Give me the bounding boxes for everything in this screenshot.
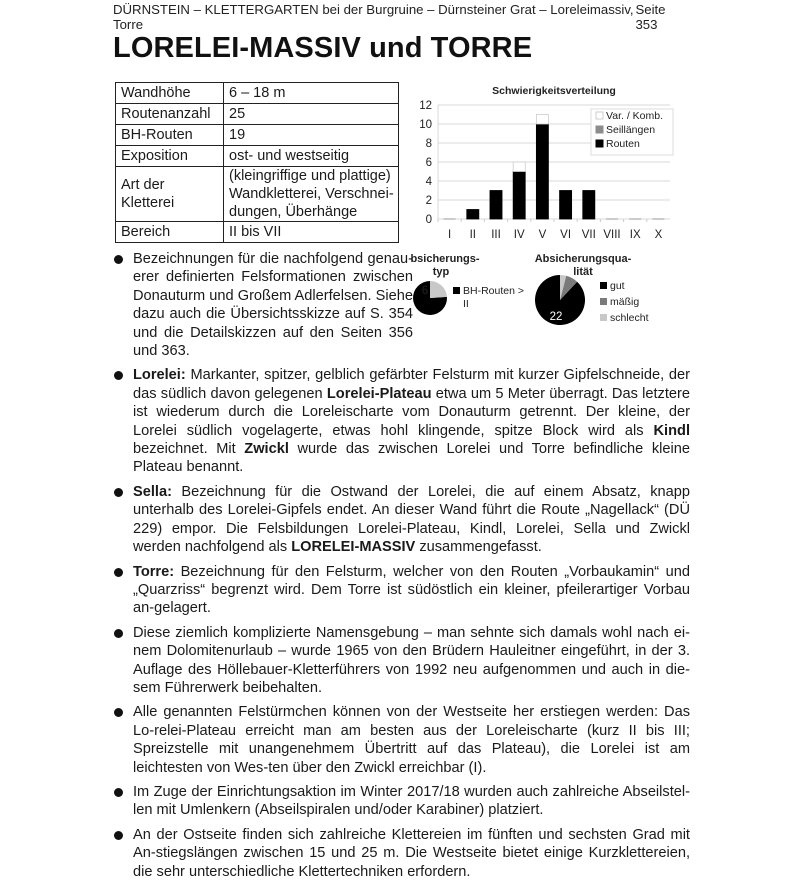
x-tick-label: II: [469, 229, 476, 241]
bullet-item: [113, 783, 690, 820]
x-tick-label: I: [447, 229, 452, 241]
bullet-text: Markanter, spitzer, gelblich gefärbter Felsturm mit kurzer Gipfelschneide, der das südlich davon gelegenen: [133, 367, 690, 402]
bullet-item: [113, 483, 690, 557]
y-tick-label: 2: [425, 195, 432, 207]
legend-label: Routen: [606, 138, 640, 150]
bullet-dot-icon: [114, 831, 123, 840]
bullet-text: Bezeichnungen für die nachfolgend genau-erer definierten Felsformationen zwischen Donauturm und Großem Adlerfelsen. Siehe dazu auch die Übersichtsskizze auf S. 354 und die Detailskizzen auf den Seiten 356 und 363.: [133, 251, 413, 360]
chart-legend: [591, 109, 673, 155]
fact-value: 6 – 18 m: [224, 83, 399, 104]
fact-key: BH-Routen: [116, 125, 224, 146]
bar-routen: [490, 191, 502, 220]
bold-term: Sella:: [133, 483, 172, 500]
bullet-text: etwa um 5 Meter überragt. Das letztere ist wiederum durch die Loreleischarte vom Donauturm getrennt. Der kleine, der Lorelei südlich vogelagerte, etwas hohl klingende, spitze Block wird als: [133, 385, 690, 439]
bullet-dot-icon: [114, 629, 123, 638]
pie-value-label: 22: [549, 311, 563, 323]
y-tick-label: 10: [419, 119, 432, 131]
facts-table: [115, 82, 399, 243]
x-tick-label: VI: [560, 229, 572, 241]
fact-value: (kleingriffige und plattige) Wandkletterei, Verschnei-dungen, Überhänge: [224, 167, 399, 222]
bullet-text: Diese ziemlich komplizierte Namensgebung – man sehnte sich damals wohl nach ei-nem Dolomitenurlaub – wurde 1965 von den Brüdern Hauleitner eingeführt, in der 3. Auflage des Höllebauer-Kletterführers von 1992 neu aufgenommen und auch in die-sem Führerwerk beibehalten.: [133, 624, 690, 696]
bullet-item: [113, 563, 690, 618]
bullet-item: [113, 826, 690, 881]
legend-label: II: [463, 298, 469, 310]
chart-title: Schwierigkeitsverteilung: [492, 85, 616, 97]
bullet-text: wurde das zwischen Lorelei und Torre befindliche kleine Plateau benannt.: [133, 441, 690, 476]
legend-label: Seillängen: [606, 124, 656, 136]
difficulty-chart-svg: [405, 80, 690, 245]
legend-label: schlecht: [610, 312, 649, 324]
fact-value: 19: [224, 125, 399, 146]
running-header: [113, 2, 688, 32]
bar-var-komb-: [513, 162, 525, 172]
x-tick-label: III: [491, 229, 501, 241]
pie-title: lität: [573, 266, 593, 278]
table-row: [116, 125, 399, 146]
fact-value: ost- und westseitig: [224, 146, 399, 167]
bullet-dot-icon: [114, 488, 123, 497]
bullet-text: bezeichnet. Mit: [133, 441, 245, 458]
page-title: LORELEI-MASSIV und TORRE: [113, 32, 533, 64]
pie-title: Absicherungs-: [410, 253, 480, 265]
bullet-text: Alle genannten Felstürmchen können von der Westseite her erstiegen werden: Das Lo-relei-Plateau erreicht man am besten aus der Loreleischarte (kurz II bis III; Spreizstelle mit unangenehmem Übertritt auf das Plateau), die Lorelei ist am leichtesten von Wes-ten über den Zwickl erreichbar (I).: [133, 704, 690, 776]
bold-term: LORELEI-MASSIV: [291, 539, 416, 556]
bold-term: Lorelei:: [133, 367, 186, 384]
fact-key: Bereich: [116, 222, 224, 243]
x-tick-label: IV: [513, 229, 525, 241]
fact-key: Routenanzahl: [116, 104, 224, 125]
bar-routen: [536, 124, 548, 219]
table-row: [116, 83, 399, 104]
bold-term: Lorelei-Plateau: [326, 385, 432, 402]
y-tick-label: 6: [425, 157, 432, 169]
bullet-item: [113, 366, 690, 476]
bullet-list: [113, 250, 690, 887]
bullet-dot-icon: [114, 788, 123, 797]
pie-title: Absicherungsqua-: [534, 253, 632, 265]
bullet-text: Bezeichnung für den Felsturm, welcher von den Routen „Vorbaukamin“ und „Quarzriss“ begrenzt wird. Dem Torre ist südöstlich ein kleiner, pfeilerartiger Vorbau an-gelagert.: [133, 563, 690, 617]
table-row: [116, 222, 399, 243]
page-number: Seite 353: [635, 2, 666, 32]
x-tick-label: X: [654, 229, 663, 241]
bullet-text: Im Zuge der Einrichtungsaktion im Winter 2017/18 wurden auch zahlreiche Abseilstel-len mit Umlenkern (Abseilspiralen und/oder Karabiner) platziert.: [133, 783, 690, 819]
bar-routen: [583, 191, 595, 220]
difficulty-chart: [405, 80, 690, 245]
table-row: [116, 167, 399, 222]
legend-swatch: [596, 126, 603, 133]
bullet-text: zusammengefasst.: [415, 539, 542, 556]
bullet-dot-icon: [114, 371, 123, 380]
legend-label: BH-Routen >: [463, 285, 524, 297]
legend-swatch: [596, 112, 603, 119]
fact-key: Exposition: [116, 146, 224, 167]
bullet-text: Bezeichnung für die Ostwand der Lorelei, die auf einem Absatz, knapp unterhalb des Lorelei-Gipfels endet. An dieser Wand führt die Route „Nagellack“ (DÜ 229) empor. Die Felsbildungen Lorelei-Plateau, Kindl, Lorelei, Sella und Zwickl werden nachfolgend als: [133, 483, 690, 556]
legend-label: gut: [610, 280, 625, 292]
fact-value: 25: [224, 104, 399, 125]
fact-key: Wandhöhe: [116, 83, 224, 104]
bar-var-komb-: [536, 115, 548, 125]
y-tick-label: 4: [425, 176, 432, 188]
y-tick-label: 12: [419, 100, 432, 112]
y-tick-label: 0: [425, 214, 432, 226]
table-row: [116, 104, 399, 125]
bullet-item: [113, 624, 690, 698]
bullet-item: [113, 250, 413, 360]
y-tick-label: 8: [425, 138, 432, 150]
bullet-item: [113, 703, 690, 777]
legend-label: mäßig: [610, 296, 640, 308]
bullet-text: An der Ostseite finden sich zahlreiche Klettereien im fünften und sechsten Grad mit An-stiegslängen zwischen 15 und 25 m. Die Westseite bietet einige Kurzklettereien, die sehr unterschiedliche Klettertechniken erfordern.: [133, 826, 690, 880]
bar-routen: [467, 210, 479, 220]
bold-term: Torre:: [133, 563, 175, 580]
bullet-dot-icon: [114, 568, 123, 577]
bar-routen: [513, 172, 525, 220]
x-tick-label: IX: [629, 229, 641, 241]
fact-value: II bis VII: [224, 222, 399, 243]
bold-term: Zwickl: [244, 441, 289, 458]
legend-label: Var. / Komb.: [606, 110, 663, 122]
fact-key: Art der Kletterei: [116, 167, 224, 222]
legend-swatch: [596, 140, 603, 147]
bullet-dot-icon: [114, 255, 123, 264]
x-tick-label: V: [538, 229, 547, 241]
running-title: DÜRNSTEIN – KLETTERGARTEN bei der Burgruine – Dürnsteiner Grat – Loreleimassiv, Torre: [113, 2, 634, 32]
bold-term: Kindl: [653, 422, 690, 439]
bullet-dot-icon: [114, 708, 123, 717]
x-tick-label: VII: [581, 229, 596, 241]
bar-routen: [560, 191, 572, 220]
pie-value-label: 6: [421, 285, 429, 297]
pie-title: typ: [432, 266, 450, 278]
x-tick-label: VIII: [603, 229, 621, 241]
table-row: [116, 146, 399, 167]
